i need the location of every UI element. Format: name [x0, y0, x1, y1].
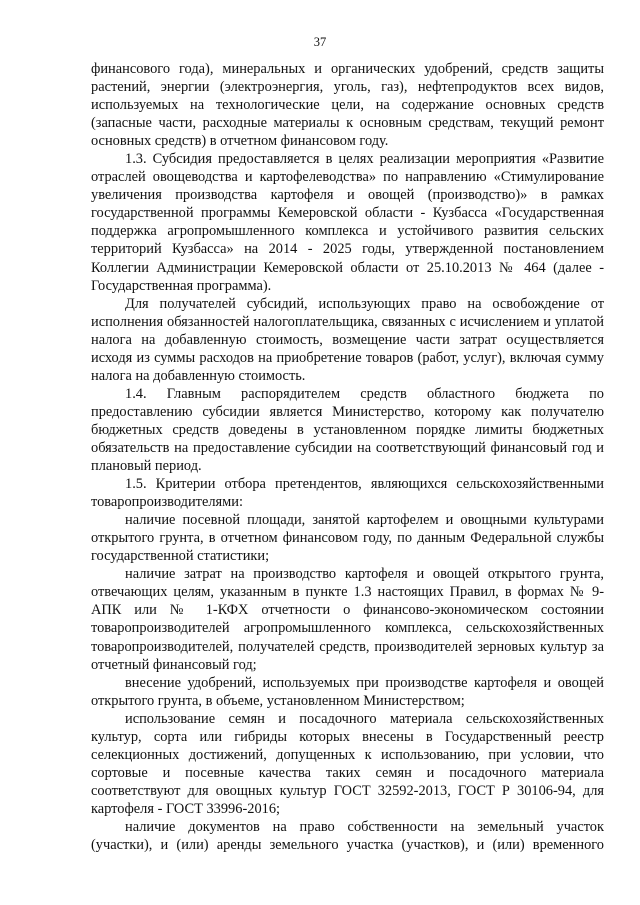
criterion-sown-area: наличие посевной площади, занятой картофелем и овощными культурами открытого грунта, в отчетном финансовом году, по данным Федеральной службы государственной статистики; [91, 512, 604, 565]
criterion-land-documents: наличие документов на право собственности на земельный участок (участки), и (или) аренды земельного участка (участков), и (или) временного [91, 818, 604, 854]
criterion-fertilizers: внесение удобрений, используемых при производстве картофеля и овощей открытого грунта, в объеме, установленном Министерством; [91, 674, 604, 709]
paragraph-continuation: финансового года), минеральных и органических удобрений, средств защиты растений, энергии (электроэнергия, уголь, газ), нефтепродуктов всех видов, используемых на технологические цели, на содержание основных средств (запасные части, расходные материалы к основным средствам, текущий ремонт основных средств) в отчетном финансовом году. [91, 61, 604, 150]
criterion-seeds: использование семян и посадочного материала сельскохозяйственных культур, сорта или гибриды которых внесены в Государственный реестр селекционных достижений, допущенных к использованию, при условии, что сортовые и посевные качества таких семян и посадочного материала соответствуют для овощных культур ГОСТ 32592-2013, ГОСТ Р 30106-94, для картофеля - ГОСТ 33996-2016; [91, 710, 604, 817]
paragraph-1-4-main-manager: 1.4. Главным распорядителем средств областного бюджета по предоставлению субсидии является Министерство, которому как получателю бюджетных средств доведены в установленном порядке лимиты бюджетных обязательств на предоставление субсидии на соответствующий финансовый год и плановый период. [91, 385, 604, 475]
criterion-production-costs: наличие затрат на производство картофеля и овощей открытого грунта, отвечающих целям, указанным в пункте 1.3 настоящих Правил, в формах № 9-АПК или № 1-КФХ отчетности о финансово-экономическом состоянии товаропроизводителей агропромышленного комплекса, сельскохозяйственных товаропроизводителей, получателей средств, производителей зерновых культур за отчетный финансовый год; [91, 566, 604, 673]
paragraph-1-5-selection-criteria: 1.5. Критерии отбора претендентов, являющихся сельскохозяйственными товаропроизводителями: [91, 476, 604, 511]
document-body [91, 60, 604, 854]
paragraph-1-3-subsidy-purpose: 1.3. Субсидия предоставляется в целях реализации мероприятия «Развитие отраслей овощеводства и картофелеводства» по направлению «Стимулирование увеличения производства картофеля и овощей (производство)» в рамках государственной программы Кемеровской области - Кузбасса «Государственная поддержка агропромышленного комплекса и устойчивого развития сельских территорий Кузбасса» на 2014 - 2025 годы, утвержденной постановлением Коллегии Администрации Кемеровской области от 25.10.2013 № 464 (далее - Государственная программа). [91, 151, 604, 294]
paragraph-vat-exemption: Для получателей субсидий, использующих право на освобождение от исполнения обязанностей налогоплательщика, связанных с исчислением и уплатой налога на добавленную стоимость, возмещение части затрат осуществляется исходя из суммы расходов на приобретение товаров (работ, услуг), включая сумму налога на добавленную стоимость. [91, 295, 604, 384]
page-number: 37 [313, 35, 327, 49]
